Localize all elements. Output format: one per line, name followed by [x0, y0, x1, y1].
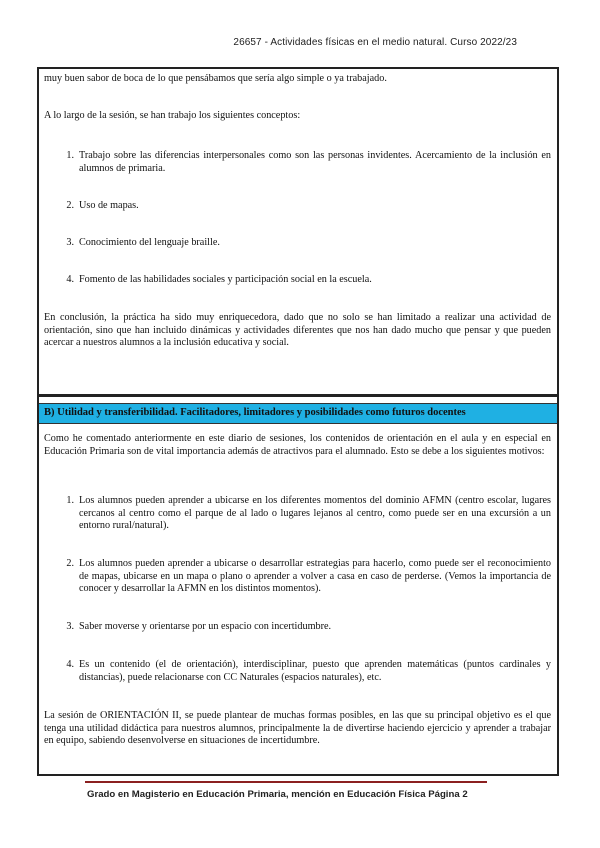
list-number: 2. [66, 200, 74, 211]
list-item [60, 558, 551, 596]
list-text: Fomento de las habilidades sociales y participación social en la escuela. [79, 274, 372, 285]
list-text: Uso de mapas. [79, 200, 139, 211]
list-number: 4. [66, 274, 74, 285]
concepts-lead: A lo largo de la sesión, se han trabajo los siguientes conceptos: [44, 110, 301, 121]
list-number: 1. [66, 495, 74, 506]
list-text: Es un contenido (el de orientación), interdisciplinar, puesto que aprenden matemáticas (puntos cardinales y distancias), puede relacionarse con CC Naturales (espacios naturales), etc. [79, 659, 551, 683]
list-item [60, 150, 551, 175]
list-number: 3. [66, 621, 74, 632]
list-number: 2. [66, 558, 74, 569]
section2-intro: Como he comentado anteriormente en este diario de sesiones, los contenidos de orientación en el aula y en especial en Educación Primaria son de vital importancia además de atractivos para el alumnado. Esto se debe a los siguientes motivos: [44, 433, 551, 457]
list-text: Los alumnos pueden aprender a ubicarse o desarrollar estrategias para hacerlo, como puede ser el reconocimiento de mapas, ubicarse en un mapa o plano o aprender a volver a casa en caso de perderse. (Vemos la importancia de conocer y desarrollar la AFMN en los distintos momentos). [79, 558, 551, 594]
section-reflection [39, 69, 557, 397]
list-item [60, 659, 551, 684]
footer-divider [85, 781, 487, 783]
list-text: Conocimiento del lenguaje braille. [79, 237, 220, 248]
list-item [60, 200, 551, 213]
intro-line: muy buen sabor de boca de lo que pensábamos que sería algo simple o ya trabajado. [44, 73, 387, 84]
closing-paragraph: La sesión de ORIENTACIÓN II, se puede plantear de muchas formas posibles, en las que su principal objetivo es el que tenga una utilidad didáctica para nuestros alumnos, principalmente la de divertirse haciendo ejercicio y aprender a trabajar en equipo, sabiendo desenvolverse en situaciones de incertidumbre. [44, 710, 551, 746]
list-text: Saber moverse y orientarse por un espacio con incertidumbre. [79, 621, 332, 632]
list-number: 4. [66, 659, 74, 670]
list-text: Trabajo sobre las diferencias interpersonales como son las personas invidentes. Acercamiento de la inclusión en alumnos de primaria. [79, 150, 551, 174]
list-item [60, 621, 551, 634]
list-number: 1. [66, 150, 74, 161]
list-item [60, 495, 551, 533]
list-number: 3. [66, 237, 74, 248]
content-frame [37, 67, 559, 776]
page-footer: Grado en Magisterio en Educación Primaria, mención en Educación Física Página 2 [87, 789, 468, 800]
page-header: 26657 - Actividades físicas en el medio natural. Curso 2022/23 [233, 37, 517, 48]
section-heading: B) Utilidad y transferibilidad. Facilitadores, limitadores y posibilidades como futuros docentes [39, 403, 557, 424]
list-item [60, 274, 551, 287]
list-text: Los alumnos pueden aprender a ubicarse en los diferentes momentos del dominio AFMN (centro escolar, lugares cercanos al centro como el parque de al lado o lugares lejanos al centro, como puede ser en una excursión a un entorno rural/natural). [79, 495, 551, 531]
conclusion-paragraph: En conclusión, la práctica ha sido muy enriquecedora, dado que no solo se han limitado a realizar una actividad de orientación, sino que han incluido dinámicas y actividades diferentes que nos han dado mucho que pensar y que pueden acercar a nuestros alumnos a la inclusión educativa y social. [44, 312, 551, 348]
list-item [60, 237, 551, 250]
